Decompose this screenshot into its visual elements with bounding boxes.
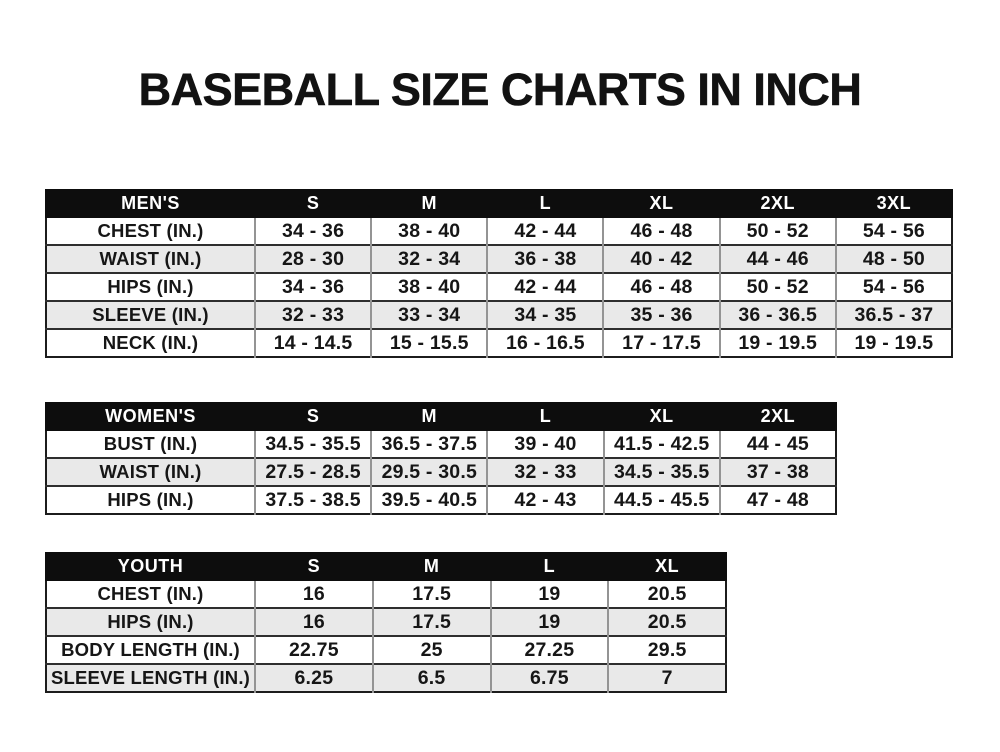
size-value-cell: 16 - 16.5	[487, 329, 603, 357]
size-value-cell: 19 - 19.5	[836, 329, 952, 357]
table-row	[46, 301, 952, 329]
size-value-cell: 33 - 34	[371, 301, 487, 329]
size-value-cell: 15 - 15.5	[371, 329, 487, 357]
size-value-cell: 22.75	[255, 636, 373, 664]
size-value-cell: 39 - 40	[487, 430, 603, 458]
size-value-cell: 40 - 42	[603, 245, 719, 273]
size-value-cell: 46 - 48	[603, 273, 719, 301]
size-value-cell: 44 - 46	[720, 245, 836, 273]
size-value-cell: 17.5	[373, 580, 491, 608]
mens-size-table	[45, 189, 953, 358]
womens-header-row	[46, 403, 836, 430]
table-row	[46, 217, 952, 245]
size-value-cell: 27.25	[491, 636, 609, 664]
size-column-header: M	[371, 403, 487, 430]
size-value-cell: 36 - 36.5	[720, 301, 836, 329]
size-column-header: S	[255, 553, 373, 580]
table-row	[46, 245, 952, 273]
youth-size-table-section	[45, 552, 727, 693]
table-row	[46, 664, 726, 692]
table-row	[46, 580, 726, 608]
size-value-cell: 20.5	[608, 580, 726, 608]
size-value-cell: 17.5	[373, 608, 491, 636]
size-value-cell: 39.5 - 40.5	[371, 486, 487, 514]
size-column-header: S	[255, 403, 371, 430]
measurement-label-cell: HIPS (IN.)	[46, 486, 255, 514]
table-row	[46, 486, 836, 514]
size-value-cell: 44.5 - 45.5	[604, 486, 720, 514]
table-row	[46, 273, 952, 301]
mens-header-row	[46, 190, 952, 217]
table-row	[46, 329, 952, 357]
size-value-cell: 6.5	[373, 664, 491, 692]
size-value-cell: 32 - 33	[255, 301, 371, 329]
size-column-header: S	[255, 190, 371, 217]
size-value-cell: 14 - 14.5	[255, 329, 371, 357]
size-value-cell: 36.5 - 37	[836, 301, 952, 329]
youth-header-row	[46, 553, 726, 580]
size-column-header: XL	[608, 553, 726, 580]
size-value-cell: 16	[255, 608, 373, 636]
size-value-cell: 29.5	[608, 636, 726, 664]
size-value-cell: 32 - 34	[371, 245, 487, 273]
measurement-label-cell: SLEEVE LENGTH (IN.)	[46, 664, 255, 692]
size-value-cell: 54 - 56	[836, 273, 952, 301]
size-value-cell: 19 - 19.5	[720, 329, 836, 357]
size-value-cell: 38 - 40	[371, 273, 487, 301]
size-column-header: XL	[603, 190, 719, 217]
size-value-cell: 34 - 35	[487, 301, 603, 329]
size-value-cell: 17 - 17.5	[603, 329, 719, 357]
size-value-cell: 42 - 44	[487, 273, 603, 301]
size-value-cell: 38 - 40	[371, 217, 487, 245]
womens-size-table-section	[45, 402, 837, 515]
size-value-cell: 28 - 30	[255, 245, 371, 273]
size-value-cell: 54 - 56	[836, 217, 952, 245]
womens-size-table	[45, 402, 837, 515]
size-value-cell: 44 - 45	[720, 430, 836, 458]
measurement-label-cell: HIPS (IN.)	[46, 273, 255, 301]
size-value-cell: 20.5	[608, 608, 726, 636]
size-value-cell: 41.5 - 42.5	[604, 430, 720, 458]
size-value-cell: 16	[255, 580, 373, 608]
table-title-cell: YOUTH	[46, 553, 255, 580]
size-value-cell: 42 - 43	[487, 486, 603, 514]
size-column-header: XL	[604, 403, 720, 430]
size-value-cell: 36.5 - 37.5	[371, 430, 487, 458]
measurement-label-cell: CHEST (IN.)	[46, 580, 255, 608]
table-row	[46, 636, 726, 664]
size-column-header: 2XL	[720, 190, 836, 217]
size-value-cell: 37 - 38	[720, 458, 836, 486]
table-row	[46, 458, 836, 486]
measurement-label-cell: BODY LENGTH (IN.)	[46, 636, 255, 664]
measurement-label-cell: CHEST (IN.)	[46, 217, 255, 245]
size-column-header: 3XL	[836, 190, 952, 217]
page-title: BASEBALL SIZE CHARTS IN INCH	[138, 64, 862, 115]
size-value-cell: 48 - 50	[836, 245, 952, 273]
size-column-header: L	[491, 553, 609, 580]
size-value-cell: 27.5 - 28.5	[255, 458, 371, 486]
size-value-cell: 50 - 52	[720, 273, 836, 301]
size-value-cell: 37.5 - 38.5	[255, 486, 371, 514]
size-value-cell: 50 - 52	[720, 217, 836, 245]
youth-size-table	[45, 552, 727, 693]
size-value-cell: 25	[373, 636, 491, 664]
measurement-label-cell: WAIST (IN.)	[46, 245, 255, 273]
measurement-label-cell: NECK (IN.)	[46, 329, 255, 357]
size-value-cell: 19	[491, 608, 609, 636]
table-row	[46, 608, 726, 636]
size-value-cell: 46 - 48	[603, 217, 719, 245]
size-column-header: 2XL	[720, 403, 836, 430]
table-row	[46, 430, 836, 458]
size-value-cell: 36 - 38	[487, 245, 603, 273]
measurement-label-cell: BUST (IN.)	[46, 430, 255, 458]
size-value-cell: 6.25	[255, 664, 373, 692]
size-value-cell: 34.5 - 35.5	[255, 430, 371, 458]
size-column-header: M	[373, 553, 491, 580]
size-value-cell: 35 - 36	[603, 301, 719, 329]
measurement-label-cell: SLEEVE (IN.)	[46, 301, 255, 329]
size-value-cell: 34 - 36	[255, 273, 371, 301]
measurement-label-cell: HIPS (IN.)	[46, 608, 255, 636]
table-title-cell: WOMEN'S	[46, 403, 255, 430]
size-value-cell: 34 - 36	[255, 217, 371, 245]
mens-size-table-section	[45, 189, 953, 358]
table-title-cell: MEN'S	[46, 190, 255, 217]
size-column-header: M	[371, 190, 487, 217]
size-column-header: L	[487, 403, 603, 430]
size-value-cell: 47 - 48	[720, 486, 836, 514]
size-value-cell: 7	[608, 664, 726, 692]
size-column-header: L	[487, 190, 603, 217]
size-value-cell: 34.5 - 35.5	[604, 458, 720, 486]
size-value-cell: 32 - 33	[487, 458, 603, 486]
size-value-cell: 6.75	[491, 664, 609, 692]
measurement-label-cell: WAIST (IN.)	[46, 458, 255, 486]
size-value-cell: 29.5 - 30.5	[371, 458, 487, 486]
size-value-cell: 42 - 44	[487, 217, 603, 245]
size-value-cell: 19	[491, 580, 609, 608]
